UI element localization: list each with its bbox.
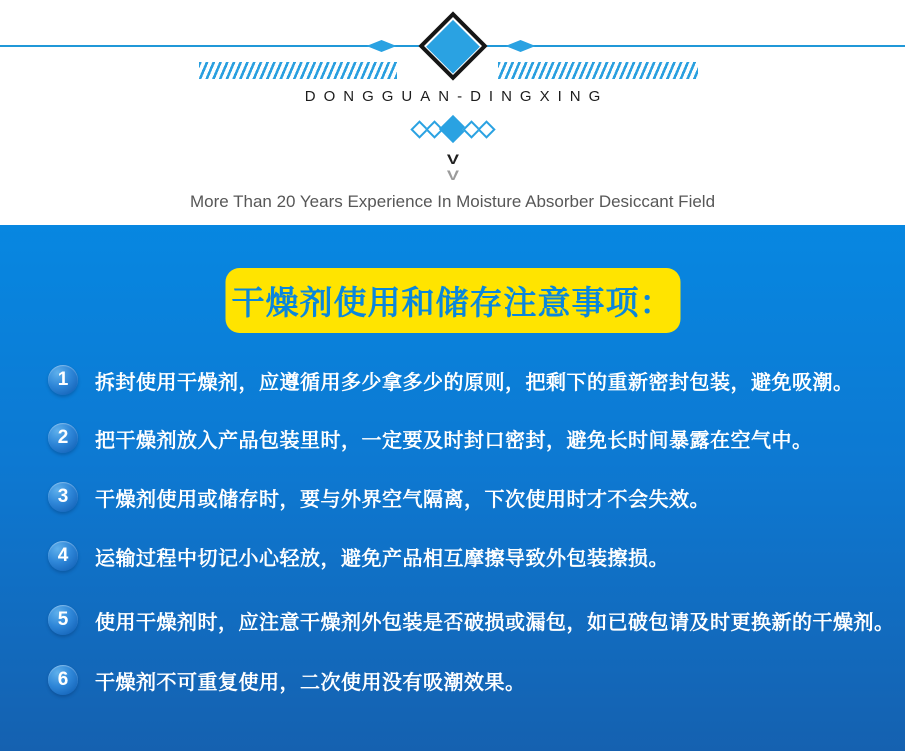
- chevron-down-icon: V: [446, 167, 459, 183]
- notice-item: [48, 605, 901, 635]
- hatch-stripes-left-icon: [199, 62, 397, 79]
- small-diamond-right-icon: [506, 40, 536, 52]
- notice-item: [48, 541, 901, 571]
- item-text: 干燥剂不可重复使用，二次使用没有吸潮效果。: [95, 671, 526, 694]
- outline-diamond-icon: [477, 120, 495, 138]
- notice-item: [48, 482, 901, 512]
- notice-item: [48, 423, 901, 453]
- brand-diamond-logo-icon: [418, 11, 487, 80]
- item-text: 干燥剂使用或储存时，要与外界空气隔离，下次使用时才不会失效。: [95, 488, 710, 511]
- item-text: 使用干燥剂时，应注意干燥剂外包装是否破损或漏包，如已破包请及时更换新的干燥剂。: [95, 611, 895, 634]
- brand-header: [0, 0, 905, 225]
- hatch-stripes-right-icon: [498, 62, 698, 79]
- notice-title-box: [225, 268, 680, 333]
- small-diamond-left-icon: [367, 40, 397, 52]
- notice-title: 干燥剂使用和储存注意事项：: [231, 284, 674, 321]
- brand-name: DONGGUAN-DINGXING: [304, 88, 609, 105]
- notice-panel: [0, 225, 905, 751]
- diamond-row-icon: [412, 119, 494, 139]
- notice-item: [48, 665, 901, 695]
- item-text: 拆封使用干燥剂，应遵循用多少拿多少的原则，把剩下的重新密封包装，避免吸潮。: [95, 371, 854, 394]
- brand-diamond-fill-icon: [426, 19, 480, 73]
- item-number-badge: 4: [48, 541, 78, 571]
- notice-item: [48, 365, 901, 395]
- chevron-down-icon: V: [446, 151, 459, 167]
- item-number-badge: 1: [48, 365, 78, 395]
- item-text: 把干燥剂放入产品包装里时，一定要及时封口密封，避免长时间暴露在空气中。: [95, 429, 813, 452]
- item-number-badge: 6: [48, 665, 78, 695]
- item-number-badge: 3: [48, 482, 78, 512]
- item-number-badge: 5: [48, 605, 78, 635]
- item-number-badge: 2: [48, 423, 78, 453]
- item-text: 运输过程中切记小心轻放，避免产品相互摩擦导致外包装擦损。: [95, 547, 669, 570]
- brand-tagline: More Than 20 Years Experience In Moisture Absorber Desiccant Field: [189, 192, 716, 211]
